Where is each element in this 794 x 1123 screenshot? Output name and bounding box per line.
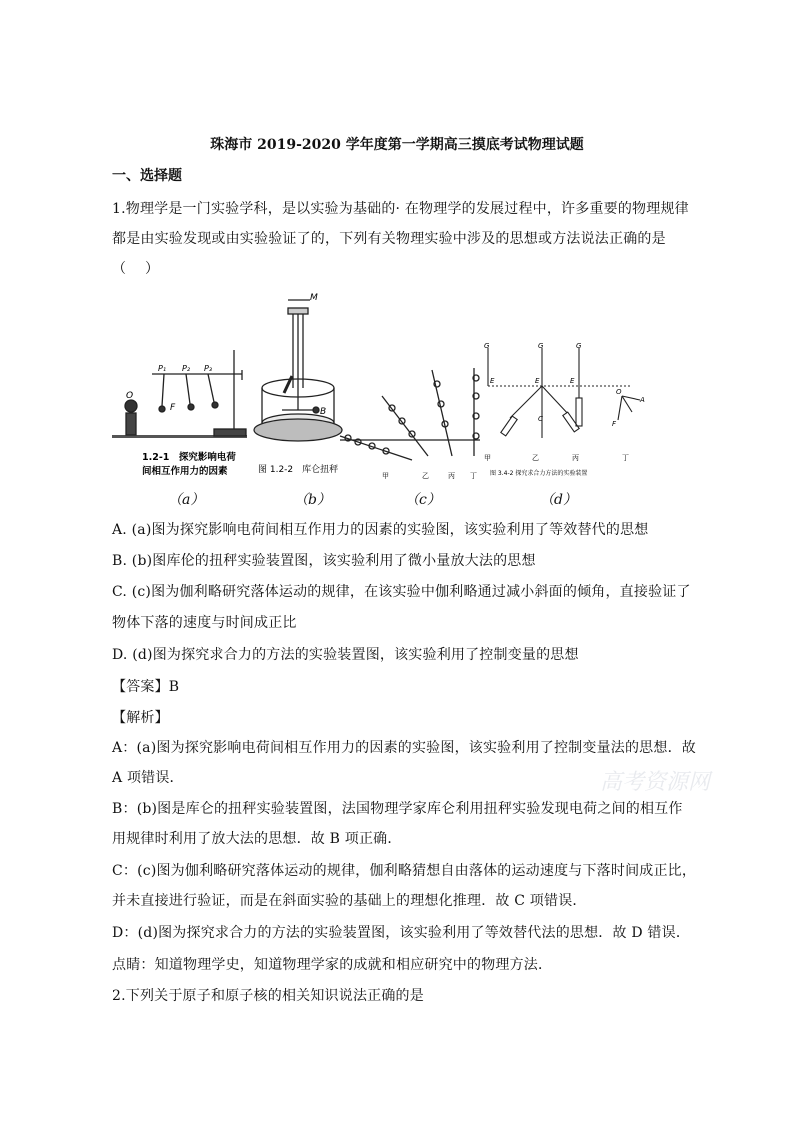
subfigure-label-c: （c） — [405, 492, 441, 508]
analysis-heading: 【解析】 — [112, 710, 169, 726]
figure-d-label-c: C — [538, 415, 543, 423]
option-a: A. (a)图为探究影响电荷间相互作用力的因素的实验图，该实验利用了等效替代的思想 — [112, 522, 649, 538]
question-1-figure — [112, 288, 672, 510]
figure-d-label-f: F — [612, 420, 617, 428]
question-1-stem-line-1: 1.物理学是一门实验学科，是以实验为基础的· 在物理学的发展过程中，许多重要的物理规律 — [112, 201, 689, 217]
option-c-line-1: C. (c)图为伽利略研究落体运动的规律，在该实验中伽利略通过减小斜面的倾角，直接验证了 — [112, 584, 691, 600]
ball-label-p1: P₁ — [158, 364, 167, 373]
figure-d-label-a: A — [640, 396, 645, 404]
figure-d-label-ding: 丁 — [622, 454, 629, 462]
analysis-d: D：(d)图为探究求合力的方法的实验装置图，该实验利用了等效替代法的思想．故 D 错误． — [112, 925, 691, 941]
figure-c-label-yi: 乙 — [422, 472, 429, 480]
answer: 【答案】B — [112, 679, 180, 695]
figure-d-label-e1: E — [490, 377, 495, 385]
figure-c-label-ding: 丁 — [470, 472, 477, 480]
ball-label-p2: P₂ — [182, 364, 191, 373]
page-title: 珠海市 2019-2020 学年度第一学期高三摸底考试物理试题 — [210, 137, 584, 153]
figure-d-label-yi: 乙 — [532, 454, 539, 462]
figure-d-label-bing: 丙 — [572, 454, 579, 462]
section-heading: 一、选择题 — [112, 168, 182, 184]
analysis-b-line-2: 用规律时利用了放大法的思想．故 B 项正确． — [112, 831, 402, 847]
figure-c-inclined-planes — [340, 368, 480, 460]
analysis-a-line-2: A 项错误． — [112, 770, 184, 786]
label-m: M — [310, 293, 318, 303]
figure-d-label-g1: G — [484, 342, 490, 350]
label-b: B — [320, 407, 327, 417]
watermark: 高考资源网 — [600, 770, 711, 795]
option-d: D. (d)图为探究求合力的方法的实验装置图，该实验利用了控制变量的思想 — [112, 647, 579, 663]
figure-d-label-o: O — [616, 388, 622, 396]
figure-d-caption: 图 3.4-2 探究求合力方法的实验装置 — [490, 470, 588, 477]
figure-a-caption-line-1: 1.2-1 探究影响电荷 — [142, 452, 236, 463]
label-o: O — [126, 391, 134, 401]
ball-label-p3: P₃ — [204, 364, 213, 373]
analysis-a-line-1: A：(a)图为探究影响电荷间相互作用力的因素的实验图，该实验利用了控制变量法的思想．故 — [112, 740, 696, 756]
figure-c-label-bing: 丙 — [448, 472, 455, 480]
experiment-diagrams — [112, 288, 672, 510]
figure-d-label-jia: 甲 — [484, 454, 491, 462]
figure-d-label-g2: G — [538, 342, 544, 350]
figure-d-label-g3: G — [576, 342, 582, 350]
figure-b-caption: 图 1.2-2 库仑扭秤 — [258, 465, 339, 475]
subfigure-label-b: （b） — [294, 492, 331, 508]
figure-a-caption-line-2: 间相互作用力的因素 — [142, 466, 228, 477]
analysis-c-line-1: C：(c)图为伽利略研究落体运动的规律，伽利略猜想自由落体的运动速度与下落时间成正比， — [112, 863, 697, 879]
figure-d-label-e2: E — [535, 377, 540, 385]
question-2-stem: 2.下列关于原子和原子核的相关知识说法正确的是 — [112, 988, 424, 1004]
option-b: B. (b)图库伦的扭秤实验装置图，该实验利用了微小量放大法的思想 — [112, 553, 536, 569]
analysis-b-line-1: B：(b)图是库仑的扭秤实验装置图，法国物理学家库仑利用扭秤实验发现电荷之间的相互作 — [112, 801, 683, 817]
analysis-c-line-2: 并未直接进行验证，而是在斜面实验的基础上的理想化推理．故 C 项错误． — [112, 893, 587, 909]
figure-c-label-jia: 甲 — [382, 472, 389, 480]
question-1-stem-line-2: 都是由实验发现或由实验验证了的，下列有关物理实验中涉及的思想或方法说法正确的是 — [112, 231, 666, 247]
label-f: F — [170, 403, 176, 413]
subfigure-label-d: （d） — [540, 492, 577, 508]
analysis-tip: 点睛：知道物理学史，知道物理学家的成就和相应研究中的物理方法． — [112, 957, 553, 973]
option-c-line-2: 物体下落的速度与时间成正比 — [112, 615, 297, 631]
figure-b-torsion-balance — [254, 300, 342, 441]
figure-d-label-e3: E — [570, 377, 575, 385]
subfigure-label-a: （a） — [168, 492, 205, 508]
question-1-answer-bracket: （ ） — [112, 261, 160, 277]
